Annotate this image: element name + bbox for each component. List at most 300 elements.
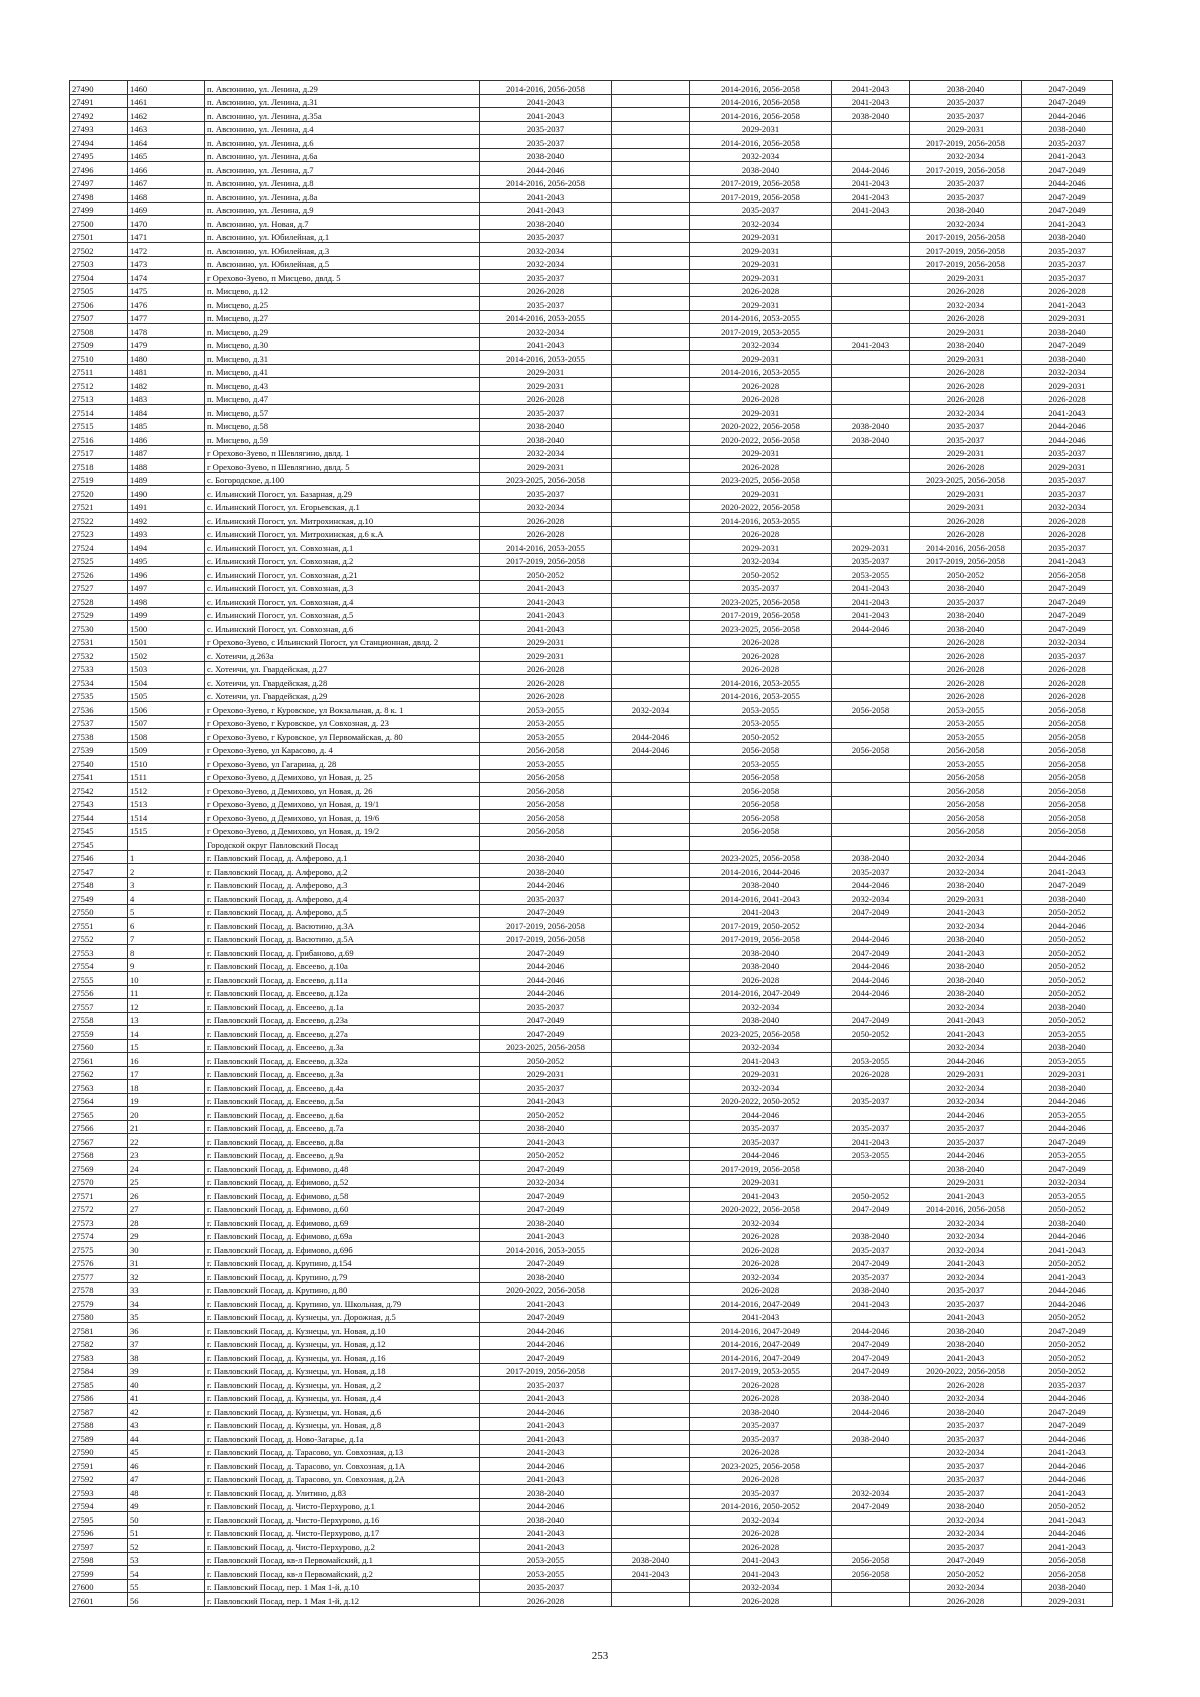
cell-col-b	[612, 931, 690, 945]
cell-row-id: 27492	[70, 108, 128, 122]
cell-col-d	[832, 634, 910, 648]
cell-col-a: 2029-2031	[480, 634, 612, 648]
cell-address: г. Павловский Посад, д. Ефимово, д.69а	[205, 1228, 480, 1242]
cell-col-a: 2032-2034	[480, 1174, 612, 1188]
cell-col-e: 2038-2040	[910, 621, 1022, 635]
cell-row-number: 55	[128, 1579, 205, 1593]
cell-col-e: 2032-2034	[910, 1579, 1022, 1593]
cell-col-f: 2035-2037	[1022, 540, 1113, 554]
cell-row-number: 1478	[128, 324, 205, 338]
cell-row-number: 39	[128, 1363, 205, 1377]
cell-col-c: 2023-2025, 2056-2058	[690, 472, 832, 486]
cell-col-e: 2035-2037	[910, 94, 1022, 108]
cell-address: г. Павловский Посад, д. Кузнецы, ул. Новая, д.2	[205, 1377, 480, 1391]
cell-row-id: 27493	[70, 121, 128, 135]
cell-col-e: 2041-2043	[910, 1026, 1022, 1040]
cell-col-b	[612, 540, 690, 554]
cell-col-c: 2026-2028	[690, 526, 832, 540]
cell-row-id: 27507	[70, 310, 128, 324]
cell-col-a: 2014-2016, 2053-2055	[480, 1242, 612, 1256]
cell-col-b	[612, 432, 690, 446]
cell-col-c: 2017-2019, 2053-2055	[690, 324, 832, 338]
cell-row-number: 1477	[128, 310, 205, 324]
cell-col-c: 2026-2028	[690, 1390, 832, 1404]
cell-col-d: 2041-2043	[832, 594, 910, 608]
cell-address: г. Павловский Посад, д. Евсеево, д.12а	[205, 985, 480, 999]
cell-col-f	[1022, 837, 1113, 851]
cell-col-c: 2041-2043	[690, 1566, 832, 1580]
cell-row-id: 27592	[70, 1471, 128, 1485]
cell-col-c: 2056-2058	[690, 823, 832, 837]
cell-address: г. Павловский Посад, д. Крупино, д.154	[205, 1255, 480, 1269]
cell-row-id: 27504	[70, 270, 128, 284]
cell-address: г. Павловский Посад, д. Кузнецы, ул. Новая, д.6	[205, 1404, 480, 1418]
cell-col-f: 2038-2040	[1022, 121, 1113, 135]
cell-col-e: 2035-2037	[910, 1282, 1022, 1296]
cell-col-f: 2035-2037	[1022, 472, 1113, 486]
cell-col-c: 2026-2028	[690, 378, 832, 392]
cell-col-b	[612, 580, 690, 594]
cell-col-c: 2014-2016, 2047-2049	[690, 1336, 832, 1350]
cell-address: п. Мисцево, д.25	[205, 297, 480, 311]
cell-row-number: 1489	[128, 472, 205, 486]
cell-row-id: 27599	[70, 1566, 128, 1580]
cell-col-a: 2026-2028	[480, 526, 612, 540]
cell-row-number: 6	[128, 918, 205, 932]
cell-col-b	[612, 81, 690, 95]
cell-col-c: 2035-2037	[690, 580, 832, 594]
table-row	[70, 715, 1113, 729]
cell-col-a: 2023-2025, 2056-2058	[480, 1039, 612, 1053]
cell-col-b	[612, 661, 690, 675]
table-row	[70, 1080, 1113, 1094]
table-row	[70, 1228, 1113, 1242]
cell-col-d	[832, 1107, 910, 1121]
table-row	[70, 175, 1113, 189]
cell-row-id: 27569	[70, 1161, 128, 1175]
cell-col-c: 2026-2028	[690, 1255, 832, 1269]
cell-row-id: 27584	[70, 1363, 128, 1377]
table-row	[70, 1390, 1113, 1404]
table-row	[70, 189, 1113, 203]
cell-col-b	[612, 918, 690, 932]
cell-col-d	[832, 135, 910, 149]
table-row	[70, 526, 1113, 540]
cell-address: п. Мисцево, д.43	[205, 378, 480, 392]
table-row	[70, 1350, 1113, 1364]
cell-col-d	[832, 486, 910, 500]
cell-address: п. Авсюнино, ул. Ленина, д.8а	[205, 189, 480, 203]
cell-row-number: 21	[128, 1120, 205, 1134]
cell-col-c: 2014-2016, 2041-2043	[690, 891, 832, 905]
cell-col-d	[832, 1525, 910, 1539]
cell-col-a: 2029-2031	[480, 378, 612, 392]
cell-col-f: 2044-2046	[1022, 1228, 1113, 1242]
cell-row-id: 27552	[70, 931, 128, 945]
cell-col-a: 2041-2043	[480, 1444, 612, 1458]
cell-col-d	[832, 1161, 910, 1175]
cell-col-d: 2056-2058	[832, 1552, 910, 1566]
table-row	[70, 1579, 1113, 1593]
cell-col-d: 2053-2055	[832, 567, 910, 581]
cell-row-number: 34	[128, 1296, 205, 1310]
table-row	[70, 729, 1113, 743]
cell-col-c: 2014-2016, 2047-2049	[690, 1350, 832, 1364]
cell-address: п. Мисцево, д.31	[205, 351, 480, 365]
cell-col-d	[832, 216, 910, 230]
cell-col-d: 2050-2052	[832, 1188, 910, 1202]
cell-col-f: 2056-2058	[1022, 567, 1113, 581]
cell-row-number: 1471	[128, 229, 205, 243]
cell-col-e: 2026-2028	[910, 675, 1022, 689]
cell-col-e: 2029-2031	[910, 486, 1022, 500]
cell-col-c: 2029-2031	[690, 445, 832, 459]
cell-address: г. Павловский Посад, д. Евсеево, д.6а	[205, 1107, 480, 1121]
cell-col-f: 2035-2037	[1022, 256, 1113, 270]
cell-col-e: 2053-2055	[910, 756, 1022, 770]
cell-col-c: 2020-2022, 2056-2058	[690, 1201, 832, 1215]
cell-col-c: 2035-2037	[690, 1485, 832, 1499]
cell-col-d	[832, 1080, 910, 1094]
cell-address: г. Павловский Посад, д. Васютино, д.5А	[205, 931, 480, 945]
cell-address: г. Павловский Посад, д. Ефимово, д.48	[205, 1161, 480, 1175]
cell-address: г. Павловский Посад, д. Алферово, д.1	[205, 850, 480, 864]
cell-address: г. Павловский Посад, д. Крупино, ул. Школьная, д.79	[205, 1296, 480, 1310]
cell-col-a: 2035-2037	[480, 297, 612, 311]
cell-col-f: 2044-2046	[1022, 1471, 1113, 1485]
cell-col-e: 2032-2034	[910, 1080, 1022, 1094]
cell-col-e: 2044-2046	[910, 1107, 1022, 1121]
cell-col-a: 2044-2046	[480, 972, 612, 986]
cell-address: с. Хотеичи, д.263а	[205, 648, 480, 662]
cell-col-f: 2053-2055	[1022, 1107, 1113, 1121]
cell-address: г. Павловский Посад, д. Ефимово, д.69	[205, 1215, 480, 1229]
cell-col-d	[832, 661, 910, 675]
cell-address: п. Авсюнино, ул. Ленина, д.7	[205, 162, 480, 176]
cell-address: с. Ильинский Погост, ул. Совхозная, д.2	[205, 553, 480, 567]
cell-row-number: 1509	[128, 742, 205, 756]
table-row	[70, 1134, 1113, 1148]
cell-col-e: 2038-2040	[910, 580, 1022, 594]
cell-col-f: 2056-2058	[1022, 756, 1113, 770]
table-row	[70, 1161, 1113, 1175]
cell-col-d	[832, 270, 910, 284]
cell-col-b	[612, 675, 690, 689]
cell-col-c: 2056-2058	[690, 783, 832, 797]
cell-row-number: 37	[128, 1336, 205, 1350]
cell-col-e: 2041-2043	[910, 945, 1022, 959]
cell-col-d	[832, 499, 910, 513]
cell-col-f: 2047-2049	[1022, 81, 1113, 95]
cell-col-b	[612, 648, 690, 662]
cell-row-number: 1483	[128, 391, 205, 405]
cell-col-c: 2026-2028	[690, 283, 832, 297]
cell-col-a: 2035-2037	[480, 1579, 612, 1593]
cell-col-d	[832, 1579, 910, 1593]
cell-address: с. Хотеичи, ул. Гвардейская, д.29	[205, 688, 480, 702]
table-row	[70, 1431, 1113, 1445]
cell-col-a: 2035-2037	[480, 405, 612, 419]
cell-col-f: 2035-2037	[1022, 270, 1113, 284]
cell-row-id: 27563	[70, 1080, 128, 1094]
cell-row-number: 14	[128, 1026, 205, 1040]
cell-row-number: 1514	[128, 810, 205, 824]
cell-col-b	[612, 1377, 690, 1391]
cell-col-f: 2047-2049	[1022, 337, 1113, 351]
cell-row-id: 27536	[70, 702, 128, 716]
cell-row-id: 27543	[70, 796, 128, 810]
cell-address: г. Павловский Посад, д. Кузнецы, ул. Новая, д.18	[205, 1363, 480, 1377]
cell-col-e: 2056-2058	[910, 796, 1022, 810]
cell-row-number: 56	[128, 1593, 205, 1607]
cell-col-a: 2053-2055	[480, 702, 612, 716]
cell-col-f: 2041-2043	[1022, 553, 1113, 567]
cell-col-f: 2032-2034	[1022, 499, 1113, 513]
cell-row-number: 1512	[128, 783, 205, 797]
cell-row-id: 27531	[70, 634, 128, 648]
cell-col-f: 2047-2049	[1022, 1161, 1113, 1175]
cell-col-d	[832, 796, 910, 810]
cell-address: п. Мисцево, д.12	[205, 283, 480, 297]
cell-col-c: 2020-2022, 2056-2058	[690, 432, 832, 446]
cell-col-d: 2035-2037	[832, 1093, 910, 1107]
cell-col-b	[612, 1134, 690, 1148]
cell-col-c: 2014-2016, 2044-2046	[690, 864, 832, 878]
cell-col-b	[612, 877, 690, 891]
cell-row-number: 38	[128, 1350, 205, 1364]
cell-col-e: 2017-2019, 2056-2058	[910, 553, 1022, 567]
cell-col-f: 2044-2046	[1022, 175, 1113, 189]
cell-col-a: 2044-2046	[480, 877, 612, 891]
cell-col-a: 2026-2028	[480, 513, 612, 527]
cell-col-e: 2041-2043	[910, 1188, 1022, 1202]
cell-col-b	[612, 1026, 690, 1040]
cell-col-c: 2026-2028	[690, 1593, 832, 1607]
cell-col-a: 2050-2052	[480, 1107, 612, 1121]
cell-col-a: 2026-2028	[480, 283, 612, 297]
cell-col-b	[612, 1228, 690, 1242]
cell-row-number: 13	[128, 1012, 205, 1026]
cell-row-id: 27541	[70, 769, 128, 783]
cell-col-c: 2026-2028	[690, 459, 832, 473]
cell-col-d: 2041-2043	[832, 1134, 910, 1148]
cell-row-id: 27510	[70, 351, 128, 365]
cell-col-a: 2017-2019, 2056-2058	[480, 1363, 612, 1377]
cell-col-e: 2032-2034	[910, 1039, 1022, 1053]
cell-col-d	[832, 378, 910, 392]
cell-row-id: 27574	[70, 1228, 128, 1242]
cell-row-id: 27503	[70, 256, 128, 270]
cell-col-a: 2044-2046	[480, 985, 612, 999]
cell-col-d	[832, 1512, 910, 1526]
cell-col-a: 2038-2040	[480, 148, 612, 162]
cell-col-f: 2050-2052	[1022, 1201, 1113, 1215]
cell-col-a: 2026-2028	[480, 661, 612, 675]
cell-col-d	[832, 1174, 910, 1188]
cell-col-b	[612, 1296, 690, 1310]
cell-col-c: 2014-2016, 2053-2055	[690, 310, 832, 324]
cell-col-f: 2038-2040	[1022, 1215, 1113, 1229]
cell-col-e: 2032-2034	[910, 216, 1022, 230]
cell-col-a: 2053-2055	[480, 756, 612, 770]
cell-col-d	[832, 297, 910, 311]
table-row	[70, 1485, 1113, 1499]
cell-col-c: 2023-2025, 2056-2058	[690, 850, 832, 864]
cell-col-d: 2044-2046	[832, 162, 910, 176]
cell-col-e: 2026-2028	[910, 391, 1022, 405]
cell-col-b	[612, 1444, 690, 1458]
cell-col-d: 2041-2043	[832, 607, 910, 621]
cell-col-f: 2041-2043	[1022, 405, 1113, 419]
cell-col-e: 2026-2028	[910, 526, 1022, 540]
cell-col-a: 2038-2040	[480, 418, 612, 432]
table-row	[70, 958, 1113, 972]
cell-row-number: 1503	[128, 661, 205, 675]
cell-address: г. Павловский Посад, д. Чисто-Перхурово, д.1	[205, 1498, 480, 1512]
cell-col-e: 2056-2058	[910, 742, 1022, 756]
cell-col-b	[612, 364, 690, 378]
cell-col-d	[832, 256, 910, 270]
cell-row-number	[128, 837, 205, 851]
cell-address: г. Павловский Посад, пер. 1 Мая 1-й, д.12	[205, 1593, 480, 1607]
cell-col-d	[832, 459, 910, 473]
cell-row-number: 2	[128, 864, 205, 878]
cell-col-a: 2032-2034	[480, 256, 612, 270]
cell-col-c: 2041-2043	[690, 1309, 832, 1323]
cell-row-number: 1500	[128, 621, 205, 635]
table-row	[70, 1188, 1113, 1202]
cell-col-a: 2041-2043	[480, 1471, 612, 1485]
cell-row-id: 27576	[70, 1255, 128, 1269]
cell-row-number: 1476	[128, 297, 205, 311]
cell-col-c: 2017-2019, 2056-2058	[690, 175, 832, 189]
cell-col-f: 2044-2046	[1022, 1458, 1113, 1472]
cell-col-b: 2044-2046	[612, 729, 690, 743]
cell-address: г. Павловский Посад, кв-л Первомайский, д.1	[205, 1552, 480, 1566]
cell-col-e: 2038-2040	[910, 985, 1022, 999]
cell-row-id: 27564	[70, 1093, 128, 1107]
cell-col-e: 2029-2031	[910, 499, 1022, 513]
cell-col-b	[612, 985, 690, 999]
cell-col-a: 2035-2037	[480, 121, 612, 135]
cell-col-d	[832, 1444, 910, 1458]
cell-col-e: 2032-2034	[910, 864, 1022, 878]
cell-col-c: 2029-2031	[690, 351, 832, 365]
cell-col-b	[612, 594, 690, 608]
cell-col-c: 2056-2058	[690, 769, 832, 783]
table-row	[70, 486, 1113, 500]
table-row	[70, 553, 1113, 567]
cell-col-a: 2044-2046	[480, 958, 612, 972]
cell-row-id: 27590	[70, 1444, 128, 1458]
schedule-table-container	[69, 80, 1113, 1607]
cell-col-c: 2032-2034	[690, 1039, 832, 1053]
cell-row-number: 1474	[128, 270, 205, 284]
table-row	[70, 594, 1113, 608]
cell-row-number: 41	[128, 1390, 205, 1404]
cell-row-id: 27582	[70, 1336, 128, 1350]
cell-col-b	[612, 1161, 690, 1175]
cell-col-e: 2038-2040	[910, 877, 1022, 891]
table-row	[70, 742, 1113, 756]
cell-row-id: 27555	[70, 972, 128, 986]
cell-col-d	[832, 1458, 910, 1472]
cell-col-e: 2038-2040	[910, 958, 1022, 972]
table-row	[70, 891, 1113, 905]
table-row	[70, 1363, 1113, 1377]
cell-col-b	[612, 783, 690, 797]
cell-col-e: 2032-2034	[910, 850, 1022, 864]
cell-row-number: 1463	[128, 121, 205, 135]
cell-col-a: 2026-2028	[480, 391, 612, 405]
cell-row-number: 51	[128, 1525, 205, 1539]
cell-address: г Орехово-Зуево, д Демихово, ул Новая, д. 19/2	[205, 823, 480, 837]
cell-col-b	[612, 202, 690, 216]
cell-col-e: 2026-2028	[910, 310, 1022, 324]
cell-col-e: 2029-2031	[910, 121, 1022, 135]
cell-row-id: 27516	[70, 432, 128, 446]
cell-col-f: 2038-2040	[1022, 1039, 1113, 1053]
cell-row-number: 1494	[128, 540, 205, 554]
cell-col-b	[612, 904, 690, 918]
cell-col-e: 2050-2052	[910, 567, 1022, 581]
cell-address: г. Павловский Посад, д. Евсеево, д.23а	[205, 1012, 480, 1026]
cell-row-id: 27500	[70, 216, 128, 230]
cell-row-id: 27522	[70, 513, 128, 527]
cell-col-d: 2047-2049	[832, 1012, 910, 1026]
cell-col-d: 2047-2049	[832, 1350, 910, 1364]
cell-col-f: 2041-2043	[1022, 1512, 1113, 1526]
cell-col-c: 2029-2031	[690, 297, 832, 311]
cell-col-a: 2032-2034	[480, 499, 612, 513]
cell-col-b	[612, 256, 690, 270]
cell-col-f: 2056-2058	[1022, 715, 1113, 729]
cell-col-d: 2038-2040	[832, 1228, 910, 1242]
cell-row-number: 1501	[128, 634, 205, 648]
cell-col-d	[832, 1471, 910, 1485]
cell-col-b	[612, 621, 690, 635]
cell-col-b	[612, 445, 690, 459]
cell-col-f: 2050-2052	[1022, 1012, 1113, 1026]
cell-col-f: 2035-2037	[1022, 445, 1113, 459]
cell-col-f: 2050-2052	[1022, 985, 1113, 999]
cell-col-a: 2041-2043	[480, 202, 612, 216]
cell-row-id: 27499	[70, 202, 128, 216]
cell-col-f: 2026-2028	[1022, 391, 1113, 405]
cell-address: г. Павловский Посад, пер. 1 Мая 1-й, д.10	[205, 1579, 480, 1593]
cell-col-a: 2047-2049	[480, 1026, 612, 1040]
cell-row-number: 1490	[128, 486, 205, 500]
cell-row-id: 27598	[70, 1552, 128, 1566]
cell-col-f: 2026-2028	[1022, 661, 1113, 675]
cell-col-c: 2023-2025, 2056-2058	[690, 594, 832, 608]
cell-row-id: 27517	[70, 445, 128, 459]
cell-col-d	[832, 1039, 910, 1053]
cell-col-c: 2035-2037	[690, 1431, 832, 1445]
cell-col-b	[612, 1174, 690, 1188]
cell-col-c: 2020-2022, 2050-2052	[690, 1093, 832, 1107]
cell-col-b	[612, 634, 690, 648]
cell-row-id: 27520	[70, 486, 128, 500]
cell-col-b	[612, 1525, 690, 1539]
cell-col-b	[612, 378, 690, 392]
cell-row-number: 46	[128, 1458, 205, 1472]
cell-col-a: 2023-2025, 2056-2058	[480, 472, 612, 486]
cell-row-number: 50	[128, 1512, 205, 1526]
table-row	[70, 364, 1113, 378]
cell-col-d	[832, 715, 910, 729]
cell-col-e: 2026-2028	[910, 513, 1022, 527]
